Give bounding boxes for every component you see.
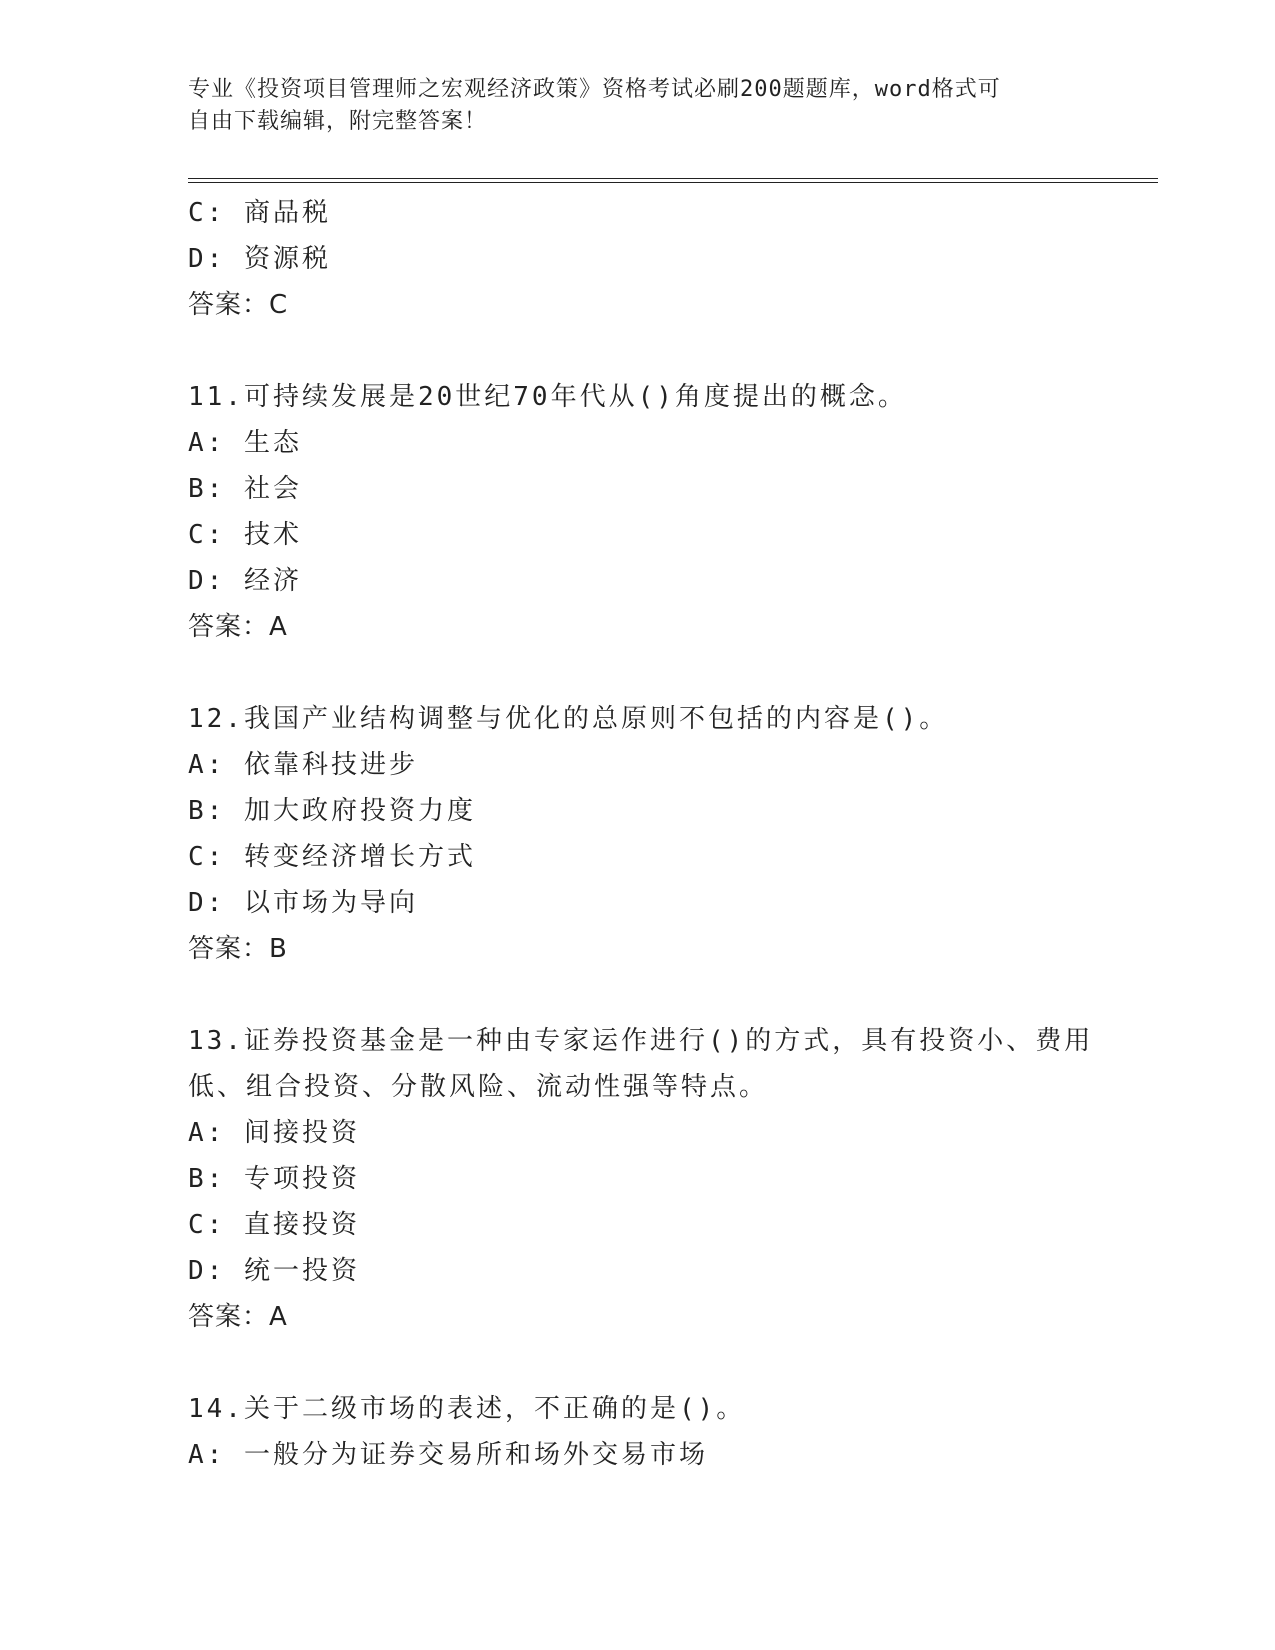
question-stem: 11.可持续发展是20世纪70年代从()角度提出的概念。 [188,382,907,412]
question-13 [188,1018,1158,1340]
option-c: C: 转变经济增长方式 [188,842,476,872]
header-divider-bottom [188,182,1158,183]
question-stem: 12.我国产业结构调整与优化的总原则不包括的内容是()。 [188,704,949,734]
option-d: D: 统一投资 [188,1256,360,1286]
option-d: D: 以市场为导向 [188,888,418,918]
option-b: B: 加大政府投资力度 [188,796,476,826]
question-12 [188,696,1158,972]
question-11 [188,374,1158,650]
option-b: B: 专项投资 [188,1164,360,1194]
question-stem-line-1: 13.证券投资基金是一种由专家运作进行()的方式，具有投资小、费用 [188,1026,1094,1056]
document-header [188,74,1088,138]
option-d: D: 经济 [188,566,302,596]
option-c: C: 商品税 [188,198,331,228]
answer-line: 答案：A [188,612,288,642]
option-d: D: 资源税 [188,244,331,274]
document-body [188,190,1158,1524]
option-b: B: 社会 [188,474,302,504]
answer-line: 答案：C [188,290,289,320]
option-a: A: 间接投资 [188,1118,360,1148]
header-line-1: 专业《投资项目管理师之宏观经济政策》资格考试必刷200题题库，word格式可 [188,77,1001,102]
header-divider-top [188,178,1158,179]
option-c: C: 技术 [188,520,302,550]
header-line-2: 自由下载编辑，附完整答案！ [188,109,488,134]
question-stem: 14.关于二级市场的表述，不正确的是()。 [188,1394,746,1424]
option-a: A: 生态 [188,428,302,458]
question-14 [188,1386,1158,1478]
option-a: A: 依靠科技进步 [188,750,418,780]
question-10-continuation [188,190,1158,328]
answer-line: 答案：A [188,1302,288,1332]
option-c: C: 直接投资 [188,1210,360,1240]
answer-line: 答案：B [188,934,288,964]
option-a: A: 一般分为证券交易所和场外交易市场 [188,1440,708,1470]
question-stem-line-2: 低、组合投资、分散风险、流动性强等特点。 [188,1072,769,1102]
